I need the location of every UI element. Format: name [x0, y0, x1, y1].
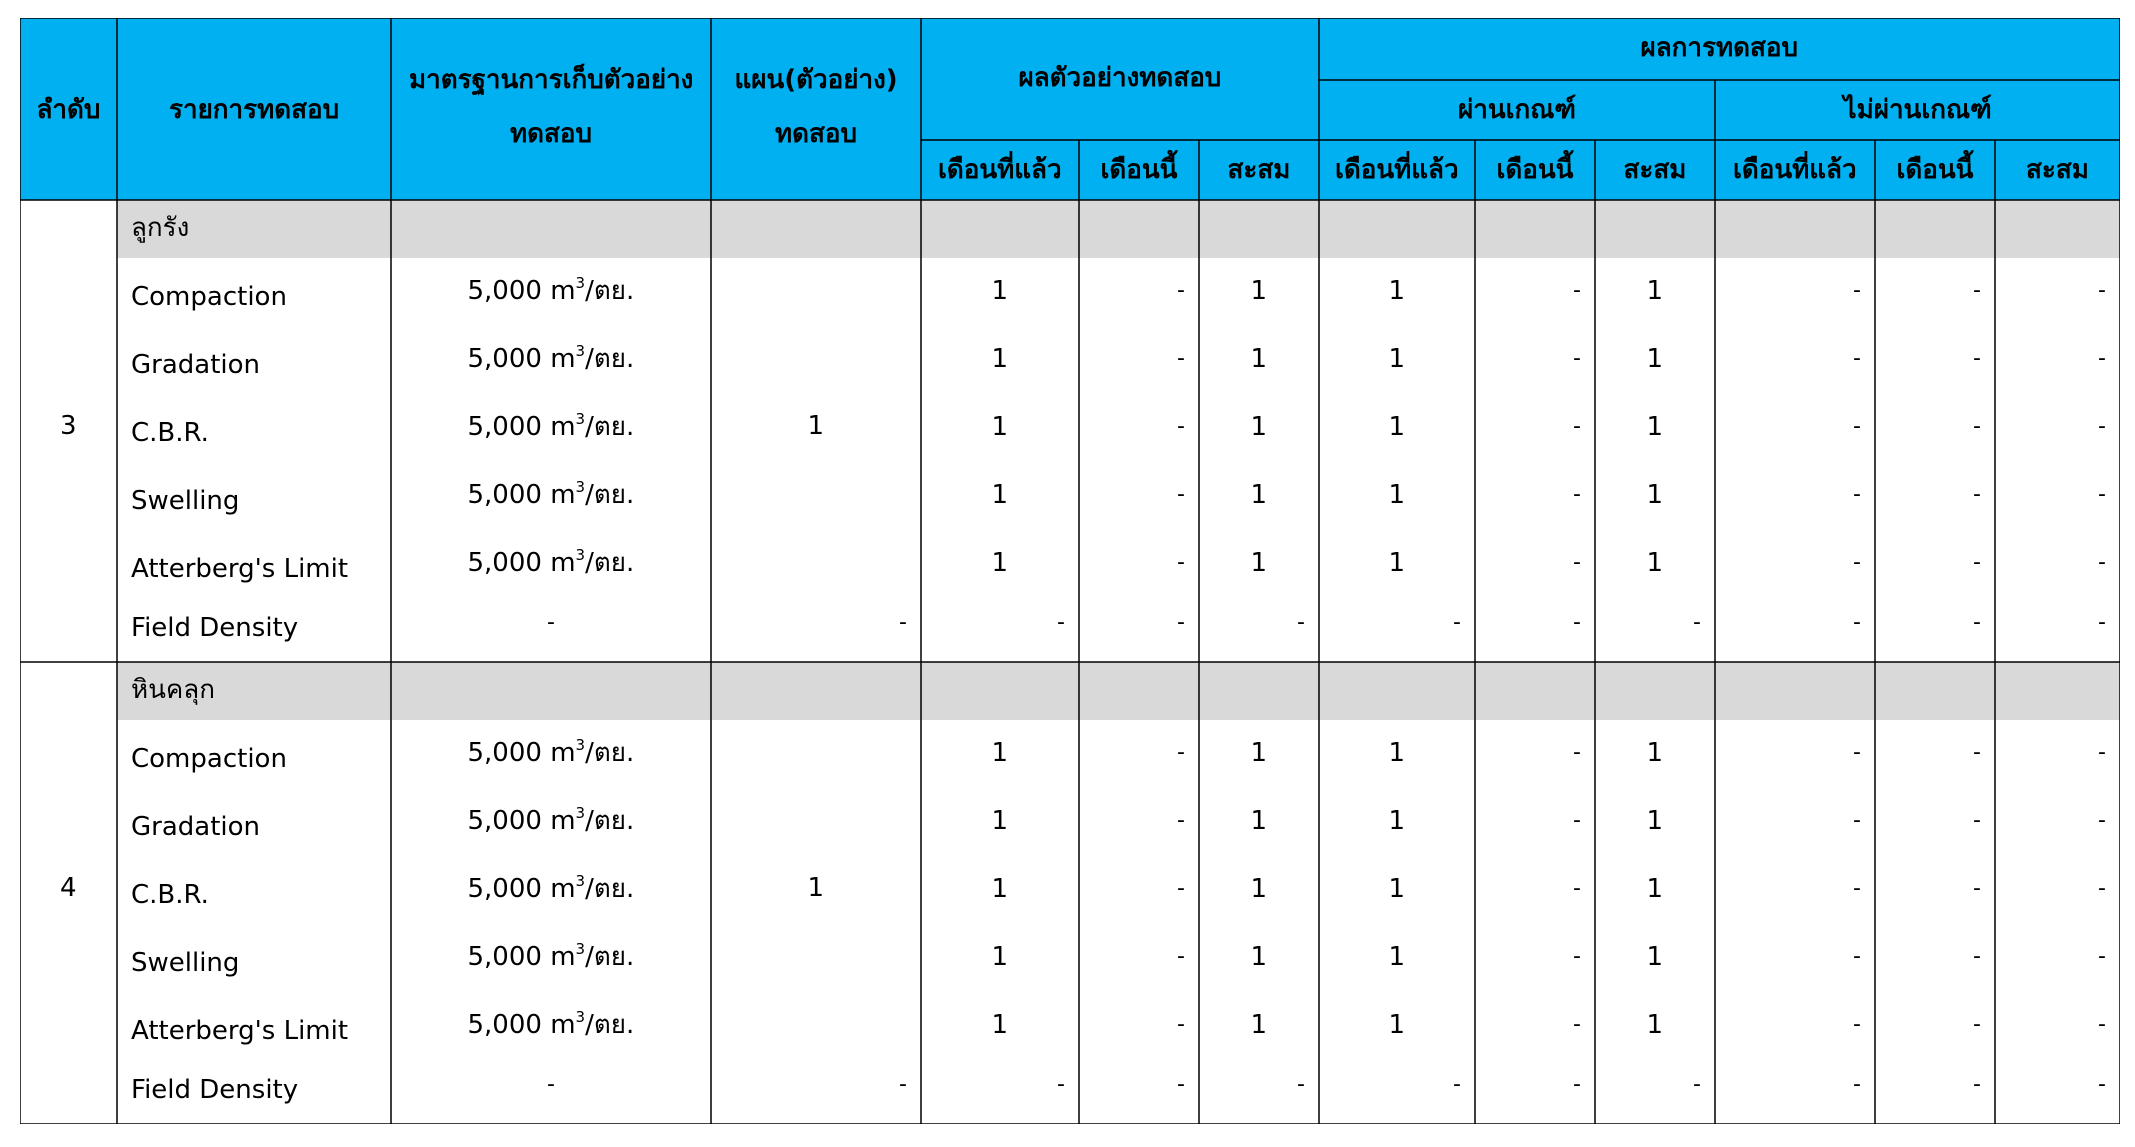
standard-cell: [467, 1008, 635, 1040]
standard-exponent: 3: [575, 940, 586, 958]
value-cell: -: [1973, 482, 1981, 507]
value-cell: -: [1297, 610, 1305, 635]
value-cell: -: [1177, 1012, 1185, 1037]
value-cell: 1: [1250, 412, 1268, 442]
standard-unit: /ตย.: [585, 412, 635, 442]
header-subcolumn: สะสม: [2026, 155, 2089, 185]
header-standard: ทดสอบ: [510, 119, 593, 149]
value-cell: -: [1177, 346, 1185, 371]
standard-cell: [467, 546, 635, 578]
value-cell: 1: [1250, 1010, 1268, 1040]
value-cell: -: [2098, 944, 2106, 969]
value-cell: -: [1853, 346, 1861, 371]
value-cell: -: [1973, 414, 1981, 439]
test-results-table: [20, 18, 2120, 1124]
test-item: Atterberg's Limit: [131, 554, 349, 584]
standard-unit: /ตย.: [585, 548, 635, 578]
value-cell: -: [2098, 1072, 2106, 1097]
header-no: ลำดับ: [36, 95, 101, 125]
standard-value: 5,000 m: [467, 480, 576, 510]
value-cell: 1: [1646, 344, 1664, 374]
value-cell: -: [1573, 1072, 1581, 1097]
section-label-background: [117, 200, 2120, 258]
value-cell: 1: [1646, 738, 1664, 768]
header-plan: แผน(ตัวอย่าง): [734, 65, 898, 95]
standard-exponent: 3: [575, 478, 586, 496]
standard-cell: [467, 274, 635, 306]
value-cell: -: [1853, 550, 1861, 575]
value-cell: -: [1973, 610, 1981, 635]
test-item: Field Density: [131, 613, 299, 643]
standard-exponent: 3: [575, 1008, 586, 1026]
value-cell: -: [1693, 1072, 1701, 1097]
value-cell: -: [1853, 876, 1861, 901]
value-cell: -: [1853, 278, 1861, 303]
test-item: Gradation: [131, 812, 261, 842]
value-cell: -: [1973, 740, 1981, 765]
standard-exponent: 3: [575, 546, 586, 564]
value-cell: -: [1573, 808, 1581, 833]
value-cell: -: [1573, 610, 1581, 635]
value-cell: 1: [1250, 344, 1268, 374]
section-name: ลูกรัง: [131, 213, 190, 243]
value-cell: -: [1973, 346, 1981, 371]
value-cell: -: [1573, 550, 1581, 575]
header-subcolumn: เดือนนี้: [1100, 155, 1178, 185]
standard-value: 5,000 m: [467, 806, 576, 836]
value-cell: 1: [1388, 738, 1406, 768]
value-cell: 1: [991, 1010, 1009, 1040]
value-cell: -: [2098, 278, 2106, 303]
value-cell: -: [1177, 876, 1185, 901]
standard-value: 5,000 m: [467, 1010, 576, 1040]
standard-cell: [467, 342, 635, 374]
standard-cell: [467, 804, 635, 836]
header-samples: ผลตัวอย่างทดสอบ: [1018, 63, 1222, 93]
value-cell: -: [1573, 944, 1581, 969]
value-cell: -: [2098, 550, 2106, 575]
value-cell: -: [1057, 1072, 1065, 1097]
section-label-background: [117, 662, 2120, 720]
value-cell: -: [1177, 740, 1185, 765]
header-plan: ทดสอบ: [775, 119, 858, 149]
value-cell: -: [1853, 414, 1861, 439]
standard-exponent: 3: [575, 736, 586, 754]
header-subcolumn: เดือนที่แล้ว: [1335, 155, 1459, 185]
standard-value: 5,000 m: [467, 874, 576, 904]
standard-cell: -: [547, 1072, 555, 1097]
standard-unit: /ตย.: [585, 942, 635, 972]
header-pass: ผ่านเกณฑ์: [1458, 95, 1576, 125]
standard-value: 5,000 m: [467, 412, 576, 442]
standard-cell: [467, 478, 635, 510]
value-cell: -: [1453, 1072, 1461, 1097]
standard-unit: /ตย.: [585, 806, 635, 836]
test-item: C.B.R.: [131, 418, 209, 448]
value-cell: 1: [991, 412, 1009, 442]
standard-unit: /ตย.: [585, 344, 635, 374]
value-cell: 1: [991, 344, 1009, 374]
value-cell: 1: [1646, 942, 1664, 972]
value-cell: -: [1853, 1012, 1861, 1037]
value-cell: 1: [991, 806, 1009, 836]
standard-value: 5,000 m: [467, 942, 576, 972]
value-cell: -: [1573, 346, 1581, 371]
header-results: ผลการทดสอบ: [1640, 33, 1798, 63]
test-item: C.B.R.: [131, 880, 209, 910]
value-cell: -: [1177, 1072, 1185, 1097]
test-item: Swelling: [131, 486, 240, 516]
value-cell: -: [1177, 610, 1185, 635]
value-cell: -: [1853, 740, 1861, 765]
standard-exponent: 3: [575, 342, 586, 360]
header-subcolumn: เดือนนี้: [1496, 155, 1574, 185]
value-cell: -: [1177, 278, 1185, 303]
standard-exponent: 3: [575, 410, 586, 428]
header-fail: ไม่ผ่านเกณฑ์: [1843, 95, 1992, 125]
value-cell: -: [1973, 1012, 1981, 1037]
value-cell: -: [2098, 876, 2106, 901]
standard-value: 5,000 m: [467, 548, 576, 578]
test-item: Gradation: [131, 350, 261, 380]
value-cell: -: [1973, 876, 1981, 901]
value-cell: -: [1453, 610, 1461, 635]
test-item: Field Density: [131, 1075, 299, 1105]
value-cell: 1: [1388, 480, 1406, 510]
value-cell: 1: [1646, 874, 1664, 904]
value-cell: 1: [991, 276, 1009, 306]
value-cell: 1: [991, 942, 1009, 972]
plan-cell: -: [899, 610, 907, 635]
standard-unit: /ตย.: [585, 874, 635, 904]
value-cell: 1: [1388, 276, 1406, 306]
standard-value: 5,000 m: [467, 738, 576, 768]
standard-exponent: 3: [575, 274, 586, 292]
value-cell: -: [2098, 1012, 2106, 1037]
value-cell: 1: [1250, 874, 1268, 904]
value-cell: -: [2098, 346, 2106, 371]
value-cell: 1: [1388, 874, 1406, 904]
value-cell: -: [1973, 808, 1981, 833]
value-cell: 1: [1388, 1010, 1406, 1040]
value-cell: 1: [1646, 276, 1664, 306]
value-cell: 1: [1388, 412, 1406, 442]
value-cell: 1: [1646, 806, 1664, 836]
section-number: 4: [60, 873, 77, 903]
section-number: 3: [60, 411, 77, 441]
value-cell: -: [2098, 610, 2106, 635]
value-cell: 1: [1388, 344, 1406, 374]
value-cell: 1: [1388, 548, 1406, 578]
value-cell: 1: [1250, 942, 1268, 972]
standard-unit: /ตย.: [585, 276, 635, 306]
value-cell: 1: [1250, 548, 1268, 578]
standard-cell: -: [547, 610, 555, 635]
value-cell: -: [1297, 1072, 1305, 1097]
standard-cell: [467, 940, 635, 972]
value-cell: 1: [1646, 480, 1664, 510]
value-cell: -: [1973, 278, 1981, 303]
value-cell: -: [1177, 550, 1185, 575]
value-cell: -: [1573, 414, 1581, 439]
value-cell: 1: [991, 874, 1009, 904]
value-cell: -: [1973, 944, 1981, 969]
standard-cell: [467, 410, 635, 442]
standard-unit: /ตย.: [585, 480, 635, 510]
plan-value: 1: [807, 873, 825, 903]
value-cell: -: [1693, 610, 1701, 635]
value-cell: -: [1573, 482, 1581, 507]
test-item: Swelling: [131, 948, 240, 978]
value-cell: 1: [991, 738, 1009, 768]
value-cell: -: [1853, 808, 1861, 833]
value-cell: -: [1853, 1072, 1861, 1097]
value-cell: 1: [991, 480, 1009, 510]
standard-exponent: 3: [575, 872, 586, 890]
standard-value: 5,000 m: [467, 344, 576, 374]
value-cell: 1: [1646, 412, 1664, 442]
header-subcolumn: สะสม: [1227, 155, 1291, 185]
header-standard: มาตรฐานการเก็บตัวอย่าง: [409, 65, 694, 95]
value-cell: -: [1853, 482, 1861, 507]
value-cell: -: [1573, 876, 1581, 901]
standard-value: 5,000 m: [467, 276, 576, 306]
standard-unit: /ตย.: [585, 1010, 635, 1040]
test-item: Compaction: [131, 282, 287, 312]
value-cell: -: [1177, 944, 1185, 969]
value-cell: -: [1853, 610, 1861, 635]
value-cell: 1: [1250, 806, 1268, 836]
value-cell: -: [1573, 1012, 1581, 1037]
value-cell: 1: [1388, 806, 1406, 836]
header-subcolumn: สะสม: [1623, 155, 1687, 185]
plan-cell: -: [899, 1072, 907, 1097]
value-cell: 1: [1388, 942, 1406, 972]
value-cell: -: [1573, 740, 1581, 765]
header-item: รายการทดสอบ: [169, 95, 340, 125]
value-cell: -: [1973, 550, 1981, 575]
value-cell: -: [2098, 482, 2106, 507]
standard-cell: [467, 872, 635, 904]
header-subcolumn: เดือนที่แล้ว: [938, 155, 1062, 185]
plan-value: 1: [807, 411, 825, 441]
value-cell: -: [2098, 808, 2106, 833]
value-cell: -: [1057, 610, 1065, 635]
value-cell: 1: [1250, 738, 1268, 768]
value-cell: 1: [1646, 548, 1664, 578]
value-cell: -: [1177, 414, 1185, 439]
value-cell: -: [2098, 740, 2106, 765]
value-cell: -: [1973, 1072, 1981, 1097]
standard-unit: /ตย.: [585, 738, 635, 768]
standard-exponent: 3: [575, 804, 586, 822]
value-cell: -: [1573, 278, 1581, 303]
value-cell: 1: [1250, 480, 1268, 510]
value-cell: -: [1853, 944, 1861, 969]
value-cell: 1: [1646, 1010, 1664, 1040]
standard-cell: [467, 736, 635, 768]
value-cell: -: [1177, 482, 1185, 507]
header-subcolumn: เดือนนี้: [1896, 155, 1974, 185]
value-cell: 1: [991, 548, 1009, 578]
header-subcolumn: เดือนที่แล้ว: [1733, 155, 1857, 185]
value-cell: -: [2098, 414, 2106, 439]
value-cell: -: [1177, 808, 1185, 833]
section-name: หินคลุก: [131, 675, 215, 705]
value-cell: 1: [1250, 276, 1268, 306]
test-item: Atterberg's Limit: [131, 1016, 349, 1046]
test-item: Compaction: [131, 744, 287, 774]
